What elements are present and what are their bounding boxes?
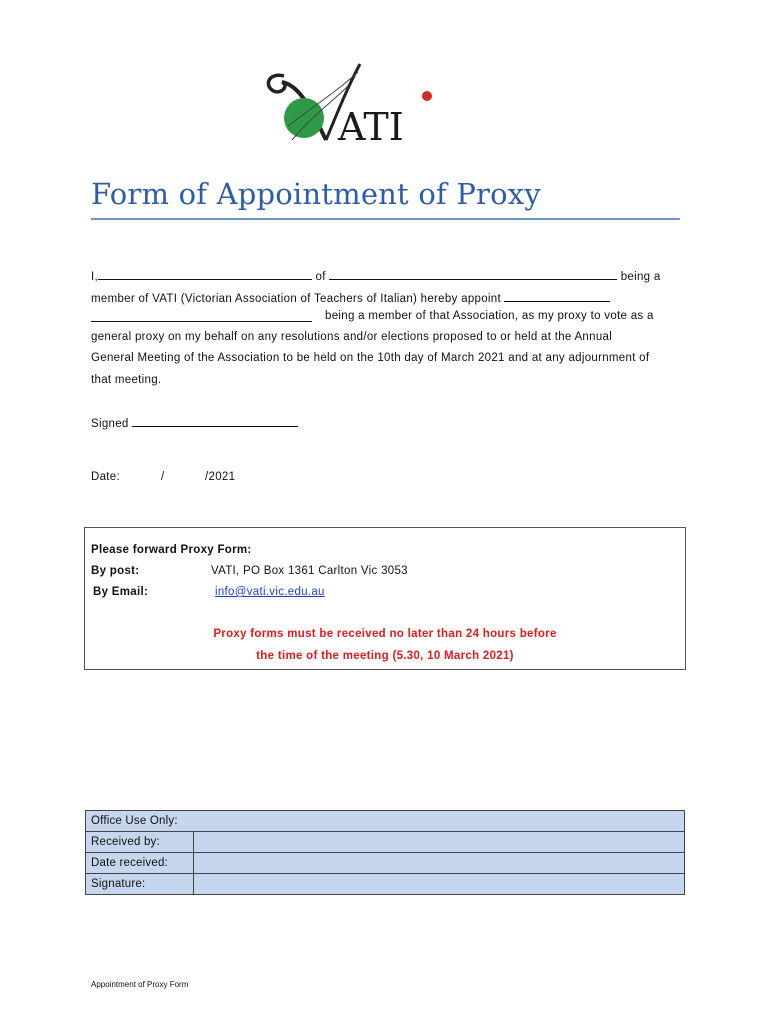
appointee-blank[interactable]: [504, 290, 610, 302]
date-year: /2021: [205, 471, 236, 483]
body-line-1: I, of being a: [91, 268, 661, 283]
page-title: Form of Appointment of Proxy: [91, 177, 541, 211]
date-slash: /: [161, 471, 165, 483]
post-label: By post:: [91, 565, 140, 577]
office-heading-row: [86, 811, 685, 832]
title-divider: [91, 218, 680, 220]
office-heading: Office Use Only:: [86, 811, 685, 832]
signed-row: [91, 415, 298, 430]
table-row: [86, 853, 685, 874]
body-line-6: that meeting.: [91, 374, 162, 386]
name-blank[interactable]: [98, 268, 312, 280]
address-blank[interactable]: [329, 268, 617, 280]
date-received-field[interactable]: [194, 853, 685, 874]
deadline-notice-2: the time of the meeting (5.30, 10 March 2021): [256, 650, 514, 662]
received-by-label: Received by:: [86, 832, 194, 853]
deadline-notice-1: Proxy forms must be received no later than 24 hours before: [213, 628, 557, 640]
office-use-table: [85, 810, 685, 895]
logo-text: ATI: [338, 105, 404, 148]
signed-label: Signed: [91, 418, 129, 430]
email-link[interactable]: info@vati.vic.edu.au: [215, 586, 325, 598]
signature-label: Signature:: [86, 874, 194, 895]
page-footer: Appointment of Proxy Form: [91, 980, 189, 989]
date-received-label: Date received:: [86, 853, 194, 874]
body-line-5: General Meeting of the Association to be held on the 10th day of March 2021 and at any adjournment of: [91, 352, 650, 364]
post-address: VATI, PO Box 1361 Carlton Vic 3053: [211, 565, 408, 577]
signature-blank[interactable]: [132, 415, 298, 427]
forward-heading: Please forward Proxy Form:: [91, 544, 252, 556]
table-row: [86, 874, 685, 895]
date-label: Date:: [91, 471, 120, 483]
vati-logo: [262, 56, 434, 148]
body-line-2: member of VATI (Victorian Association of Teachers of Italian) hereby appoint: [91, 290, 610, 305]
email-label: By Email:: [93, 586, 149, 598]
forward-box: [84, 527, 686, 670]
body-line-3: being a member of that Association, as my proxy to vote as a: [325, 310, 654, 322]
signature-field[interactable]: [194, 874, 685, 895]
received-by-field[interactable]: [194, 832, 685, 853]
table-row: [86, 832, 685, 853]
appointee-blank-2[interactable]: [91, 321, 312, 322]
body-line-4: general proxy on my behalf on any resolutions and/or elections proposed to or held at the Annual: [91, 331, 613, 343]
